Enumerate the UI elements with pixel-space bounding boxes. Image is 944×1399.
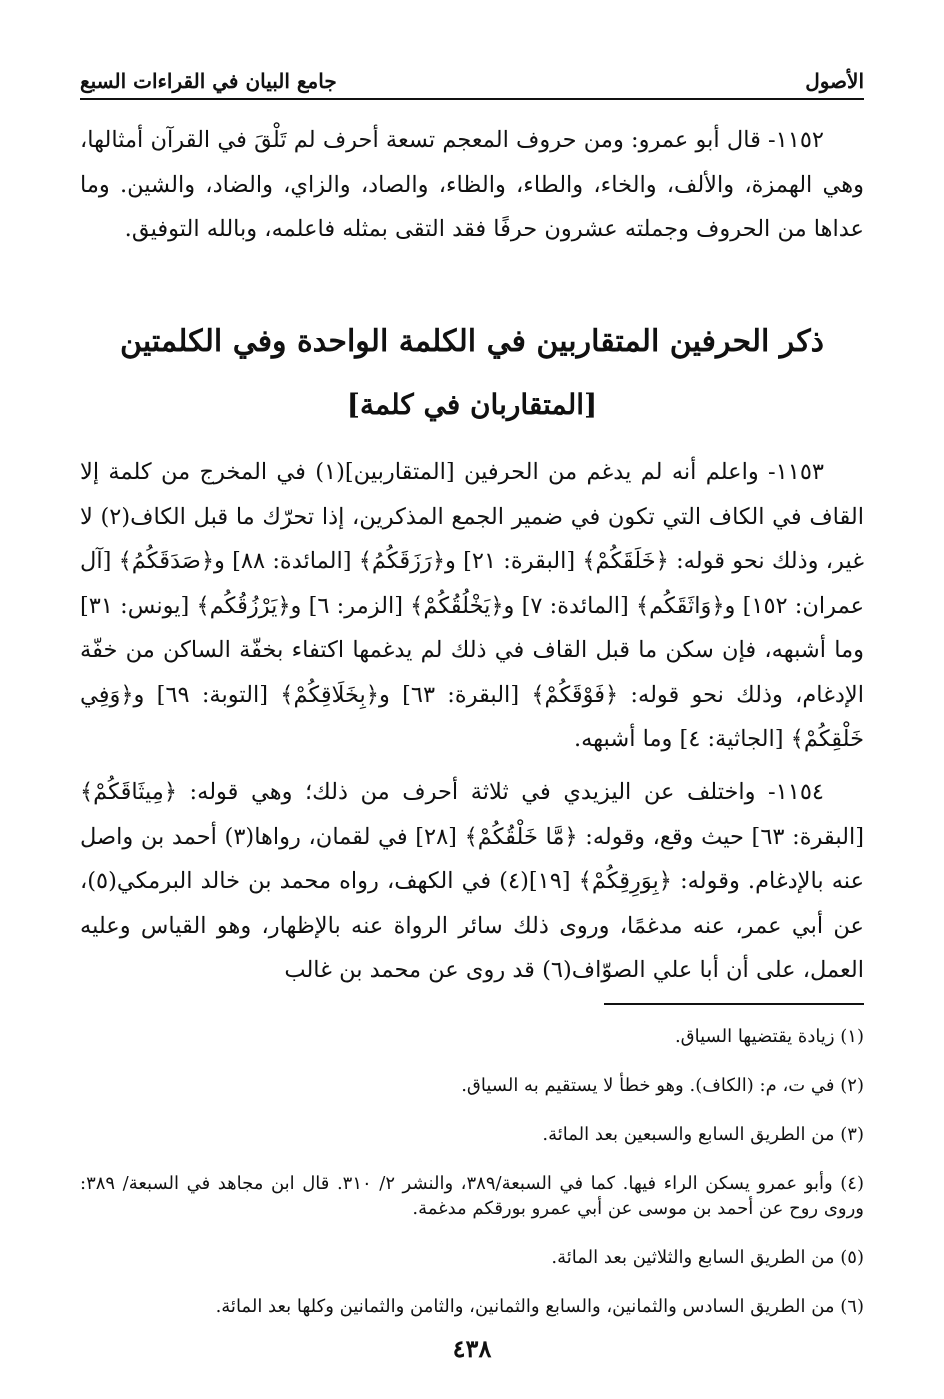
footnote-4: (٤) وأبو عمرو يسكن الراء فيها. كما في السبعة/٣٨٩، والنشر ٢/ ٣١٠. قال ابن مجاهد في السبعة/ ٣٨٩: وروى روح عن أحمد بن موسى عن أبي عمرو بورقكم مدغمة. <box>80 1173 864 1219</box>
paragraph-1152: ١١٥٢- قال أبو عمرو: ومن حروف المعجم تسعة أحرف لم تَلْقَ في القرآن أمثالها، وهي الهمزة، والألف، والخاء، والطاء، والظاء، والصاد، والزاي، والضاد، والشين. وما عداها من الحروف وجملته عشرون حرفًا فقد التقى بمثله فاعلمه، وبالله التوفيق. <box>80 127 864 242</box>
footnote-1: (١) زيادة يقتضيها السياق. <box>674 1026 864 1047</box>
running-header <box>80 64 864 100</box>
footnotes <box>80 1024 864 1343</box>
footnote-5: (٥) من الطريق السابع والثلاثين بعد المائة. <box>551 1247 864 1268</box>
section-subheading: [المتقاربان في كلمة] <box>346 388 598 421</box>
footnote-separator <box>604 1003 864 1005</box>
chapter-heading: ذكر الحرفين المتقاربين في الكلمة الواحدة وفي الكلمتين <box>119 324 824 359</box>
page-number: ٤٣٨ <box>452 1334 492 1363</box>
footnote-2: (٢) في ت، م: (الكاف). وهو خطأ لا يستقيم به السياق. <box>461 1075 864 1096</box>
paragraph-1154: ١١٥٤- واختلف عن اليزيدي في ثلاثة أحرف من ذلك؛ وهي قوله: ﴿مِيثَاقَكُمْ﴾ [البقرة: ٦٣] حيث وقع، وقوله: ﴿مَّا خَلْقُكُمْ﴾ [٢٨] في لقمان، رواها(٣) أحمد بن واصل عنه بالإدغام. وقوله: ﴿بِوَرِقِكُمْ﴾ [١٩](٤) في الكهف، رواه محمد بن خالد البرمكي(٥)، عن أبي عمر، عنه مدغمًا، وروى ذلك سائر الرواة عنه بالإظهار، وهو القياس وعليه العمل، على أن أبا علي الصوّاف(٦) قد روى عن محمد بن غالب <box>80 779 864 983</box>
footnote-3: (٣) من الطريق السابع والسبعين بعد المائة. <box>542 1124 864 1145</box>
footnote-6: (٦) من الطريق السادس والثمانين، والسابع والثمانين، والثامن والثمانين وكلها بعد المائة. <box>215 1296 864 1317</box>
paragraph-1153: ١١٥٣- واعلم أنه لم يدغم من الحرفين [المتقاربين](١) في المخرج من كلمة إلا القاف في الكاف التي تكون في ضمير الجمع المذكرين، إذا تحرّك ما قبل الكاف(٢) لا غير، وذلك نحو قوله: ﴿خَلَقَكُمْ﴾ [البقرة: ٢١] و﴿رَزَقَكُمُ﴾ [المائدة: ٨٨] و﴿صَدَقَكُمُ﴾ [آل عمران: ١٥٢] و﴿وَاثَقَكُم﴾ [المائدة: ٧] و﴿يَخْلُقُكُمْ﴾ [الزمر: ٦] و﴿يَرْزُقُكُم﴾ [يونس: ٣١] وما أشبهه، فإن سكن ما قبل القاف في ذلك لم يدغمها اكتفاء بخفّة الساكن من خفّة الإدغام، وذلك نحو قوله: ﴿فَوْقَكُمْ﴾ [البقرة: ٦٣] و﴿بِخَلَاقِكُمْ﴾ [التوبة: ٦٩] و﴿وَفِي خَلْقِكُمْ﴾ [الجاثية: ٤] وما أشبهه. <box>80 459 865 752</box>
header-section-title: الأصول <box>805 69 864 93</box>
header-book-title: جامع البيان في القراءات السبع <box>80 69 337 93</box>
